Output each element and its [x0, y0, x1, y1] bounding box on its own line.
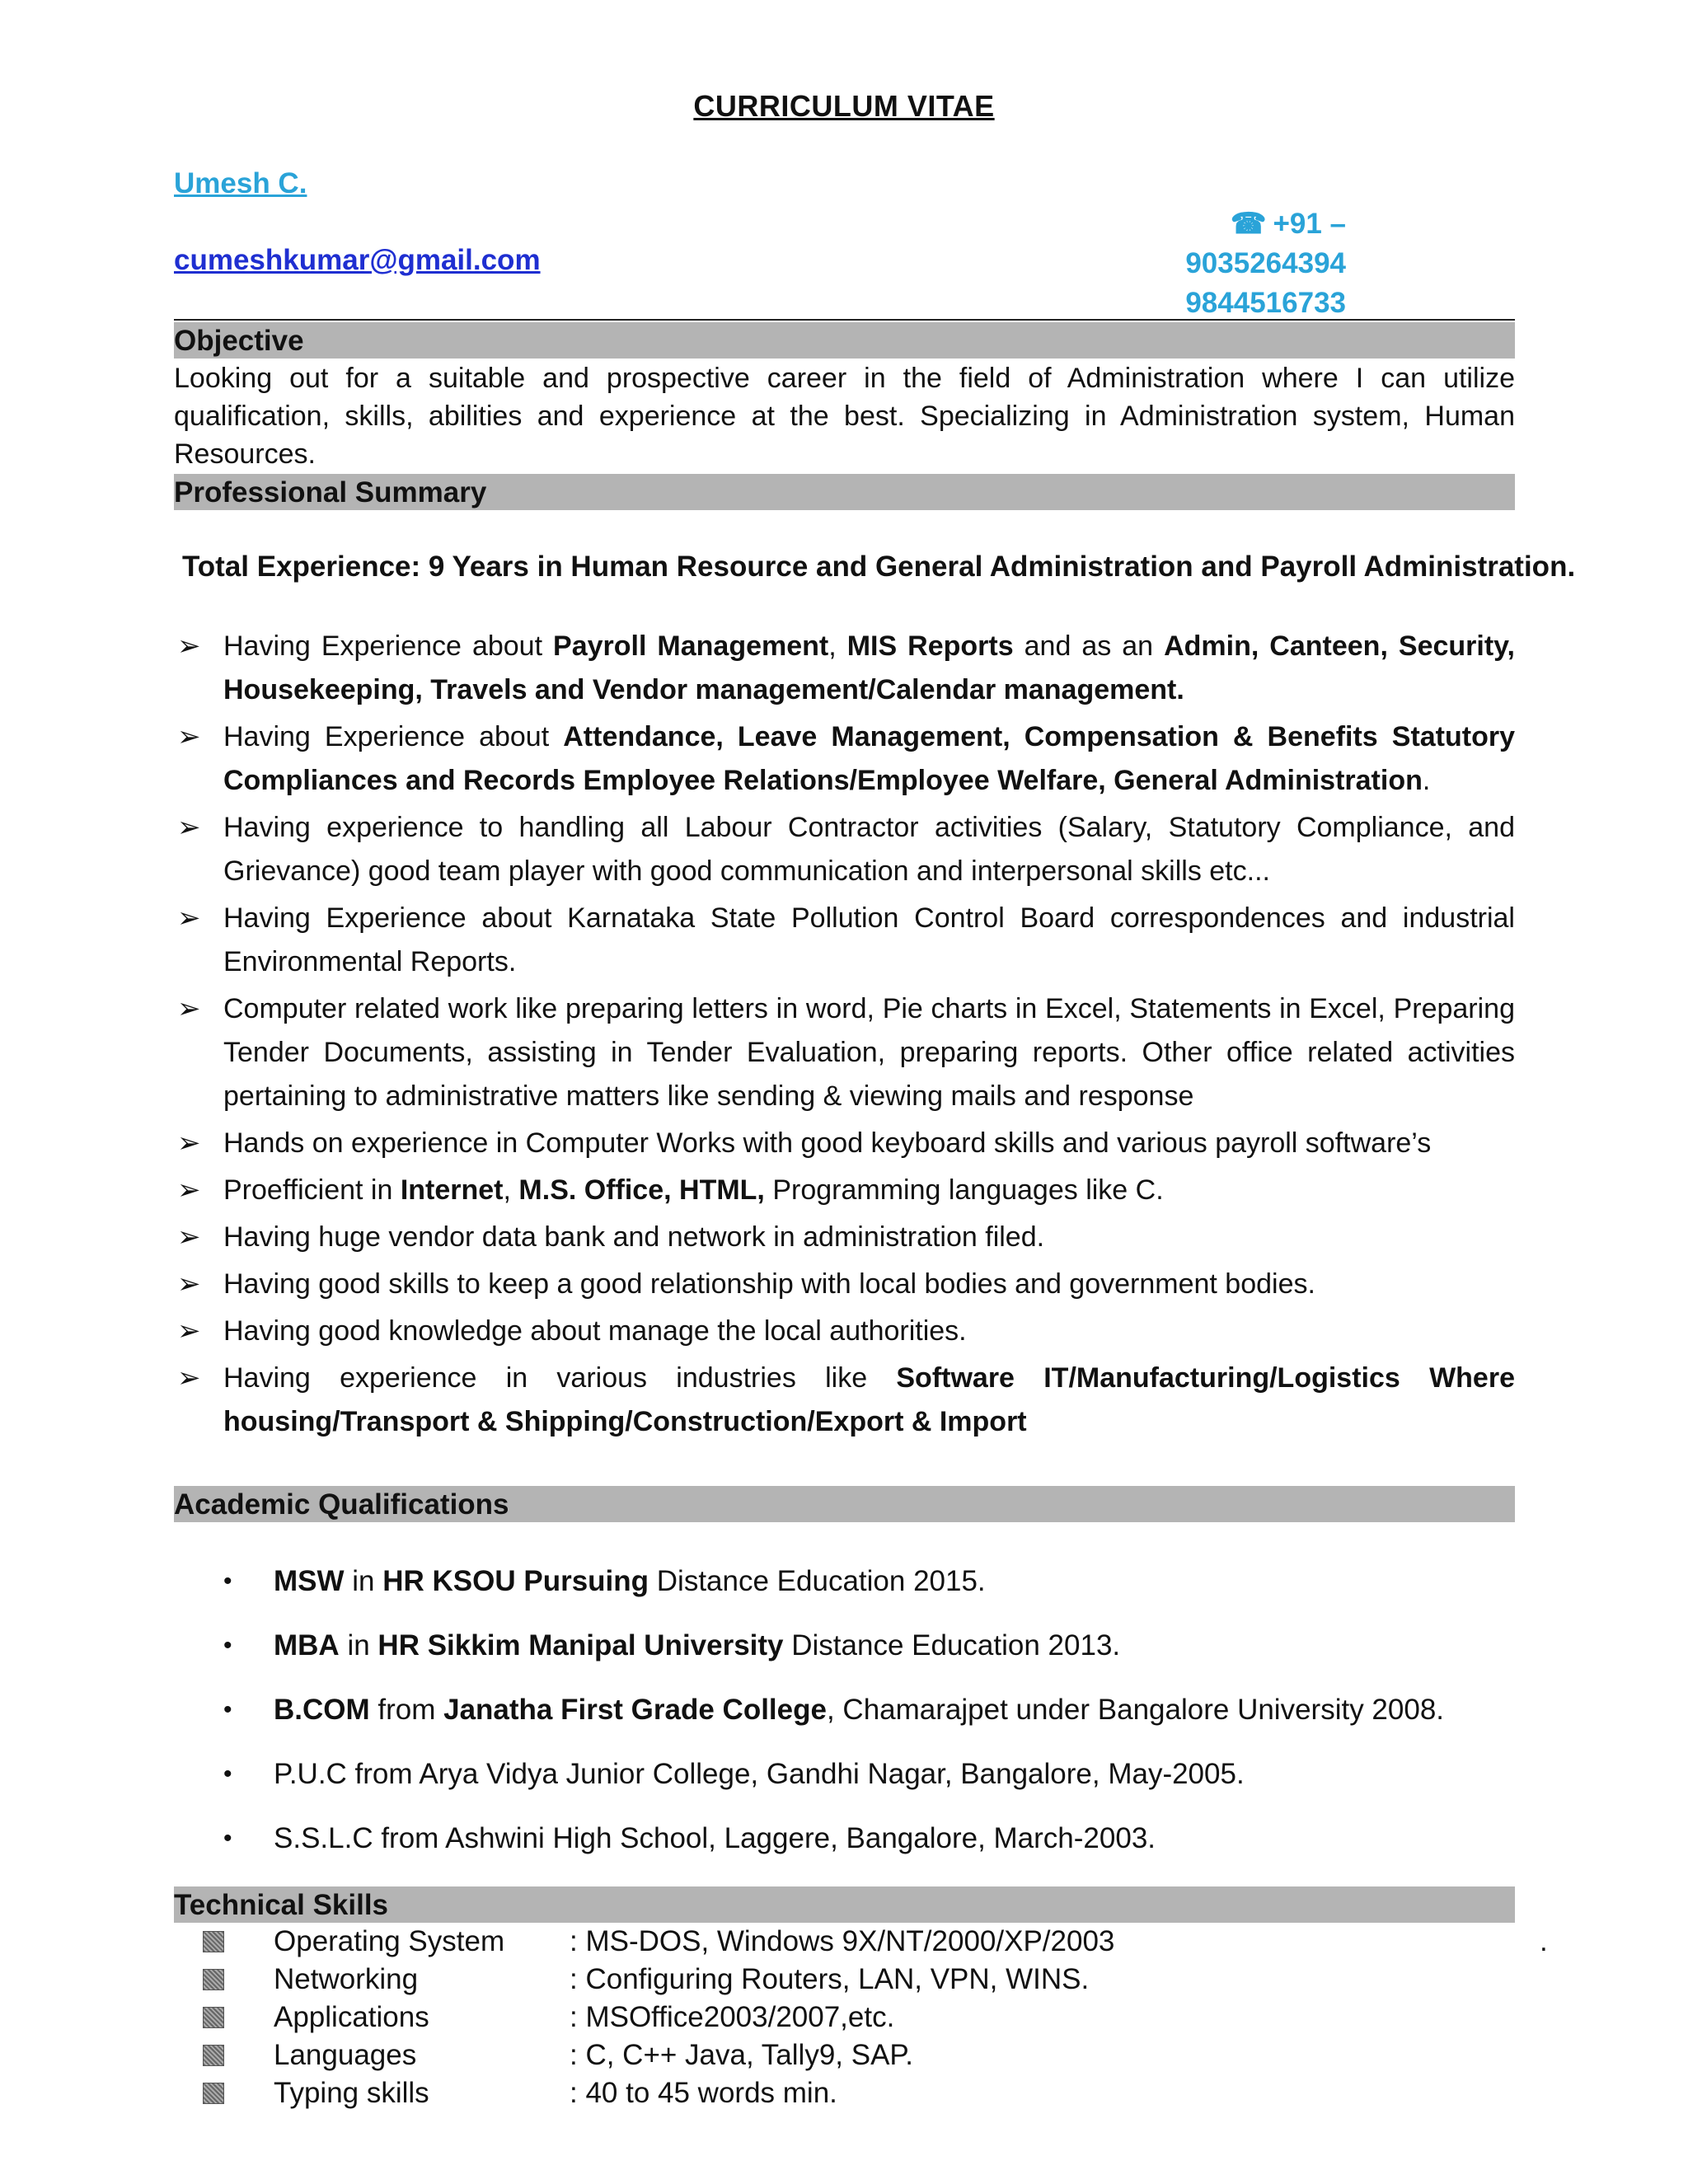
dot-bullet-icon: • [223, 1696, 232, 1723]
skill-name: Operating System [274, 1925, 505, 1957]
skill-row [174, 2074, 1515, 2112]
skill-value: : 40 to 45 words min. [570, 2077, 837, 2109]
candidate-name: Umesh C. [174, 167, 307, 199]
summary-bullet-text: Having Experience about Karnataka State Pollution Control Board correspondences and industrial Environmental Reports. [223, 902, 1515, 977]
summary-bullet-text: Hands on experience in Computer Works with good keyboard skills and various payroll software’s [223, 1127, 1432, 1159]
skill-value: : C, C++ Java, Tally9, SAP. [570, 2039, 913, 2071]
academic-item [174, 1819, 1515, 1858]
summary-bullet [174, 987, 1515, 1118]
square-bullet-icon [203, 2083, 224, 2104]
arrow-bullet-icon: ➢ [177, 1127, 201, 1159]
summary-bullet-text: Internet [400, 1174, 504, 1206]
phone-block [1071, 204, 1346, 323]
academic-item-text: HR KSOU Pursuing [382, 1565, 649, 1597]
arrow-bullet-icon: ➢ [177, 902, 201, 934]
summary-bullet-text: M.S. Office, HTML, [518, 1174, 765, 1206]
dot-bullet-icon: • [223, 1568, 232, 1595]
academic-item-text: Janatha First Grade College [443, 1694, 827, 1726]
academic-item-text: Distance Education 2015. [649, 1565, 986, 1597]
square-bullet-icon [203, 2007, 224, 2028]
skill-name: Applications [274, 2001, 429, 2033]
academic-item-text: in [344, 1565, 383, 1597]
section-heading-skills: Technical Skills [174, 1886, 1515, 1923]
skill-name: Languages [274, 2039, 417, 2071]
academic-item [174, 1690, 1515, 1730]
summary-bullet-text: Computer related work like preparing letters in word, Pie charts in Excel, Statements in Excel, Preparing Tender Documents, assisting in Tender Evaluation, preparing reports. Other office related activities pertaining to administrative matters like sending & viewing mails and response [223, 993, 1515, 1112]
skill-row [174, 1923, 1548, 1961]
academic-item-text: B.COM [274, 1694, 370, 1726]
email-link[interactable]: cumeshkumar@gmail.com [174, 244, 541, 276]
arrow-bullet-icon: ➢ [177, 1315, 201, 1347]
summary-bullet-text: Payroll Management [553, 630, 829, 662]
arrow-bullet-icon: ➢ [177, 1362, 201, 1394]
academic-item-text: in [339, 1629, 378, 1661]
academic-item [174, 1626, 1515, 1666]
dot-bullet-icon: • [223, 1632, 232, 1659]
summary-bullet-text: Having good skills to keep a good relationship with local bodies and government bodies. [223, 1268, 1315, 1300]
summary-bullet [174, 1357, 1515, 1444]
summary-bullet-text: , [503, 1174, 519, 1206]
skill-row [174, 2036, 1515, 2074]
summary-bullet-text: Admin, Canteen, Security, Housekeeping, Travels and Vendor management/Calendar management. [223, 630, 1515, 705]
academic-item [174, 1755, 1515, 1794]
arrow-bullet-icon: ➢ [177, 1221, 201, 1253]
section-heading-summary: Professional Summary [174, 474, 1515, 510]
academic-item [174, 1562, 1515, 1601]
skill-trailing-mark: . [1540, 1925, 1548, 1957]
academic-item-text: MSW [274, 1565, 345, 1597]
document-title: CURRICULUM VITAE [693, 89, 995, 123]
summary-bullet-list [174, 625, 1515, 1447]
summary-bullet-text: and as an [1013, 630, 1165, 662]
phone-primary [1071, 204, 1346, 284]
square-bullet-icon [203, 2045, 224, 2066]
arrow-bullet-icon: ➢ [177, 1174, 201, 1206]
total-experience: Total Experience: 9 Years in Human Resource and General Administration and Payroll Administration. [182, 551, 1576, 583]
academic-list [174, 1562, 1515, 1883]
arrow-bullet-icon: ➢ [177, 630, 201, 662]
academic-item-text: P.U.C from Arya Vidya Junior College, Gandhi Nagar, Bangalore, May-2005. [274, 1758, 1245, 1790]
summary-bullet-text: , [828, 630, 847, 662]
skill-name: Networking [274, 1963, 419, 1995]
summary-bullet [174, 1216, 1515, 1259]
skill-value: : MSOffice2003/2007,etc. [570, 2001, 895, 2033]
summary-bullet-text: Having good knowledge about manage the local authorities. [223, 1315, 967, 1347]
summary-bullet [174, 897, 1515, 984]
academic-item-text: Distance Education 2013. [783, 1629, 1121, 1661]
skill-name: Typing skills [274, 2077, 429, 2109]
phone-number-1: +91 – 9035264394 [1185, 208, 1346, 279]
summary-bullet-text: MIS Reports [846, 630, 1014, 662]
objective-text: Looking out for a suitable and prospective career in the field of Administration where I can utilize qualification, skills, abilities and experience at the best. Specializing in Administration system, Human Resources. [174, 363, 1515, 470]
summary-bullet-text: . [1422, 765, 1431, 796]
section-heading-objective: Objective [174, 322, 1515, 359]
summary-bullet [174, 1310, 1515, 1353]
summary-bullet-text: Having huge vendor data bank and network in administration filed. [223, 1221, 1045, 1253]
summary-bullet-text: Having Experience about [223, 630, 554, 662]
arrow-bullet-icon: ➢ [177, 993, 201, 1024]
dot-bullet-icon: • [223, 1825, 232, 1852]
summary-bullet [174, 1169, 1515, 1212]
summary-bullet [174, 625, 1515, 712]
summary-bullet-text: Having experience in various industries like [223, 1362, 897, 1394]
summary-bullet-text: Having Experience about [223, 721, 564, 752]
academic-item-text: HR Sikkim Manipal University [377, 1629, 784, 1661]
skills-table [174, 1923, 1548, 2112]
summary-bullet-text: Software IT/Manufacturing/Logistics Where housing/Transport & Shipping/Construction/Export & Import [223, 1362, 1515, 1437]
dot-bullet-icon: • [223, 1760, 232, 1788]
section-heading-academics: Academic Qualifications [174, 1486, 1515, 1522]
phone-number-2: 9844516733 [1185, 287, 1346, 319]
square-bullet-icon [203, 1969, 224, 1990]
academic-item-text: MBA [274, 1629, 340, 1661]
academic-item-text: from [369, 1694, 444, 1726]
summary-bullet-text: Having experience to handling all Labour Contractor activities (Salary, Statutory Compliance, and Grievance) good team player with good communication and interpersonal skills etc... [223, 812, 1515, 887]
arrow-bullet-icon: ➢ [177, 1268, 201, 1300]
phone-icon: ☎ [1230, 208, 1267, 240]
summary-bullet [174, 1122, 1515, 1165]
academic-item-text: S.S.L.C from Ashwini High School, Laggere, Bangalore, March-2003. [274, 1822, 1156, 1854]
summary-bullet-text: Proefficient in [223, 1174, 401, 1206]
header-divider [174, 319, 1515, 321]
summary-bullet-text: Programming languages like C. [764, 1174, 1164, 1206]
arrow-bullet-icon: ➢ [177, 812, 201, 843]
arrow-bullet-icon: ➢ [177, 721, 201, 752]
square-bullet-icon [203, 1931, 224, 1952]
summary-bullet-text: Attendance, Leave Management, Compensation & Benefits Statutory Compliances and Records Employee Relations/Employee Welfare, General Administration [223, 721, 1516, 796]
skill-value: : Configuring Routers, LAN, VPN, WINS. [570, 1963, 1090, 1995]
skill-value: : MS-DOS, Windows 9X/NT/2000/XP/2003 [570, 1925, 1115, 1957]
skill-row [174, 1961, 1515, 1999]
summary-bullet [174, 1263, 1515, 1306]
academic-item-text: , Chamarajpet under Bangalore University 2008. [826, 1694, 1445, 1726]
skill-row [174, 1999, 1515, 2036]
summary-bullet [174, 806, 1515, 893]
summary-bullet [174, 715, 1515, 803]
